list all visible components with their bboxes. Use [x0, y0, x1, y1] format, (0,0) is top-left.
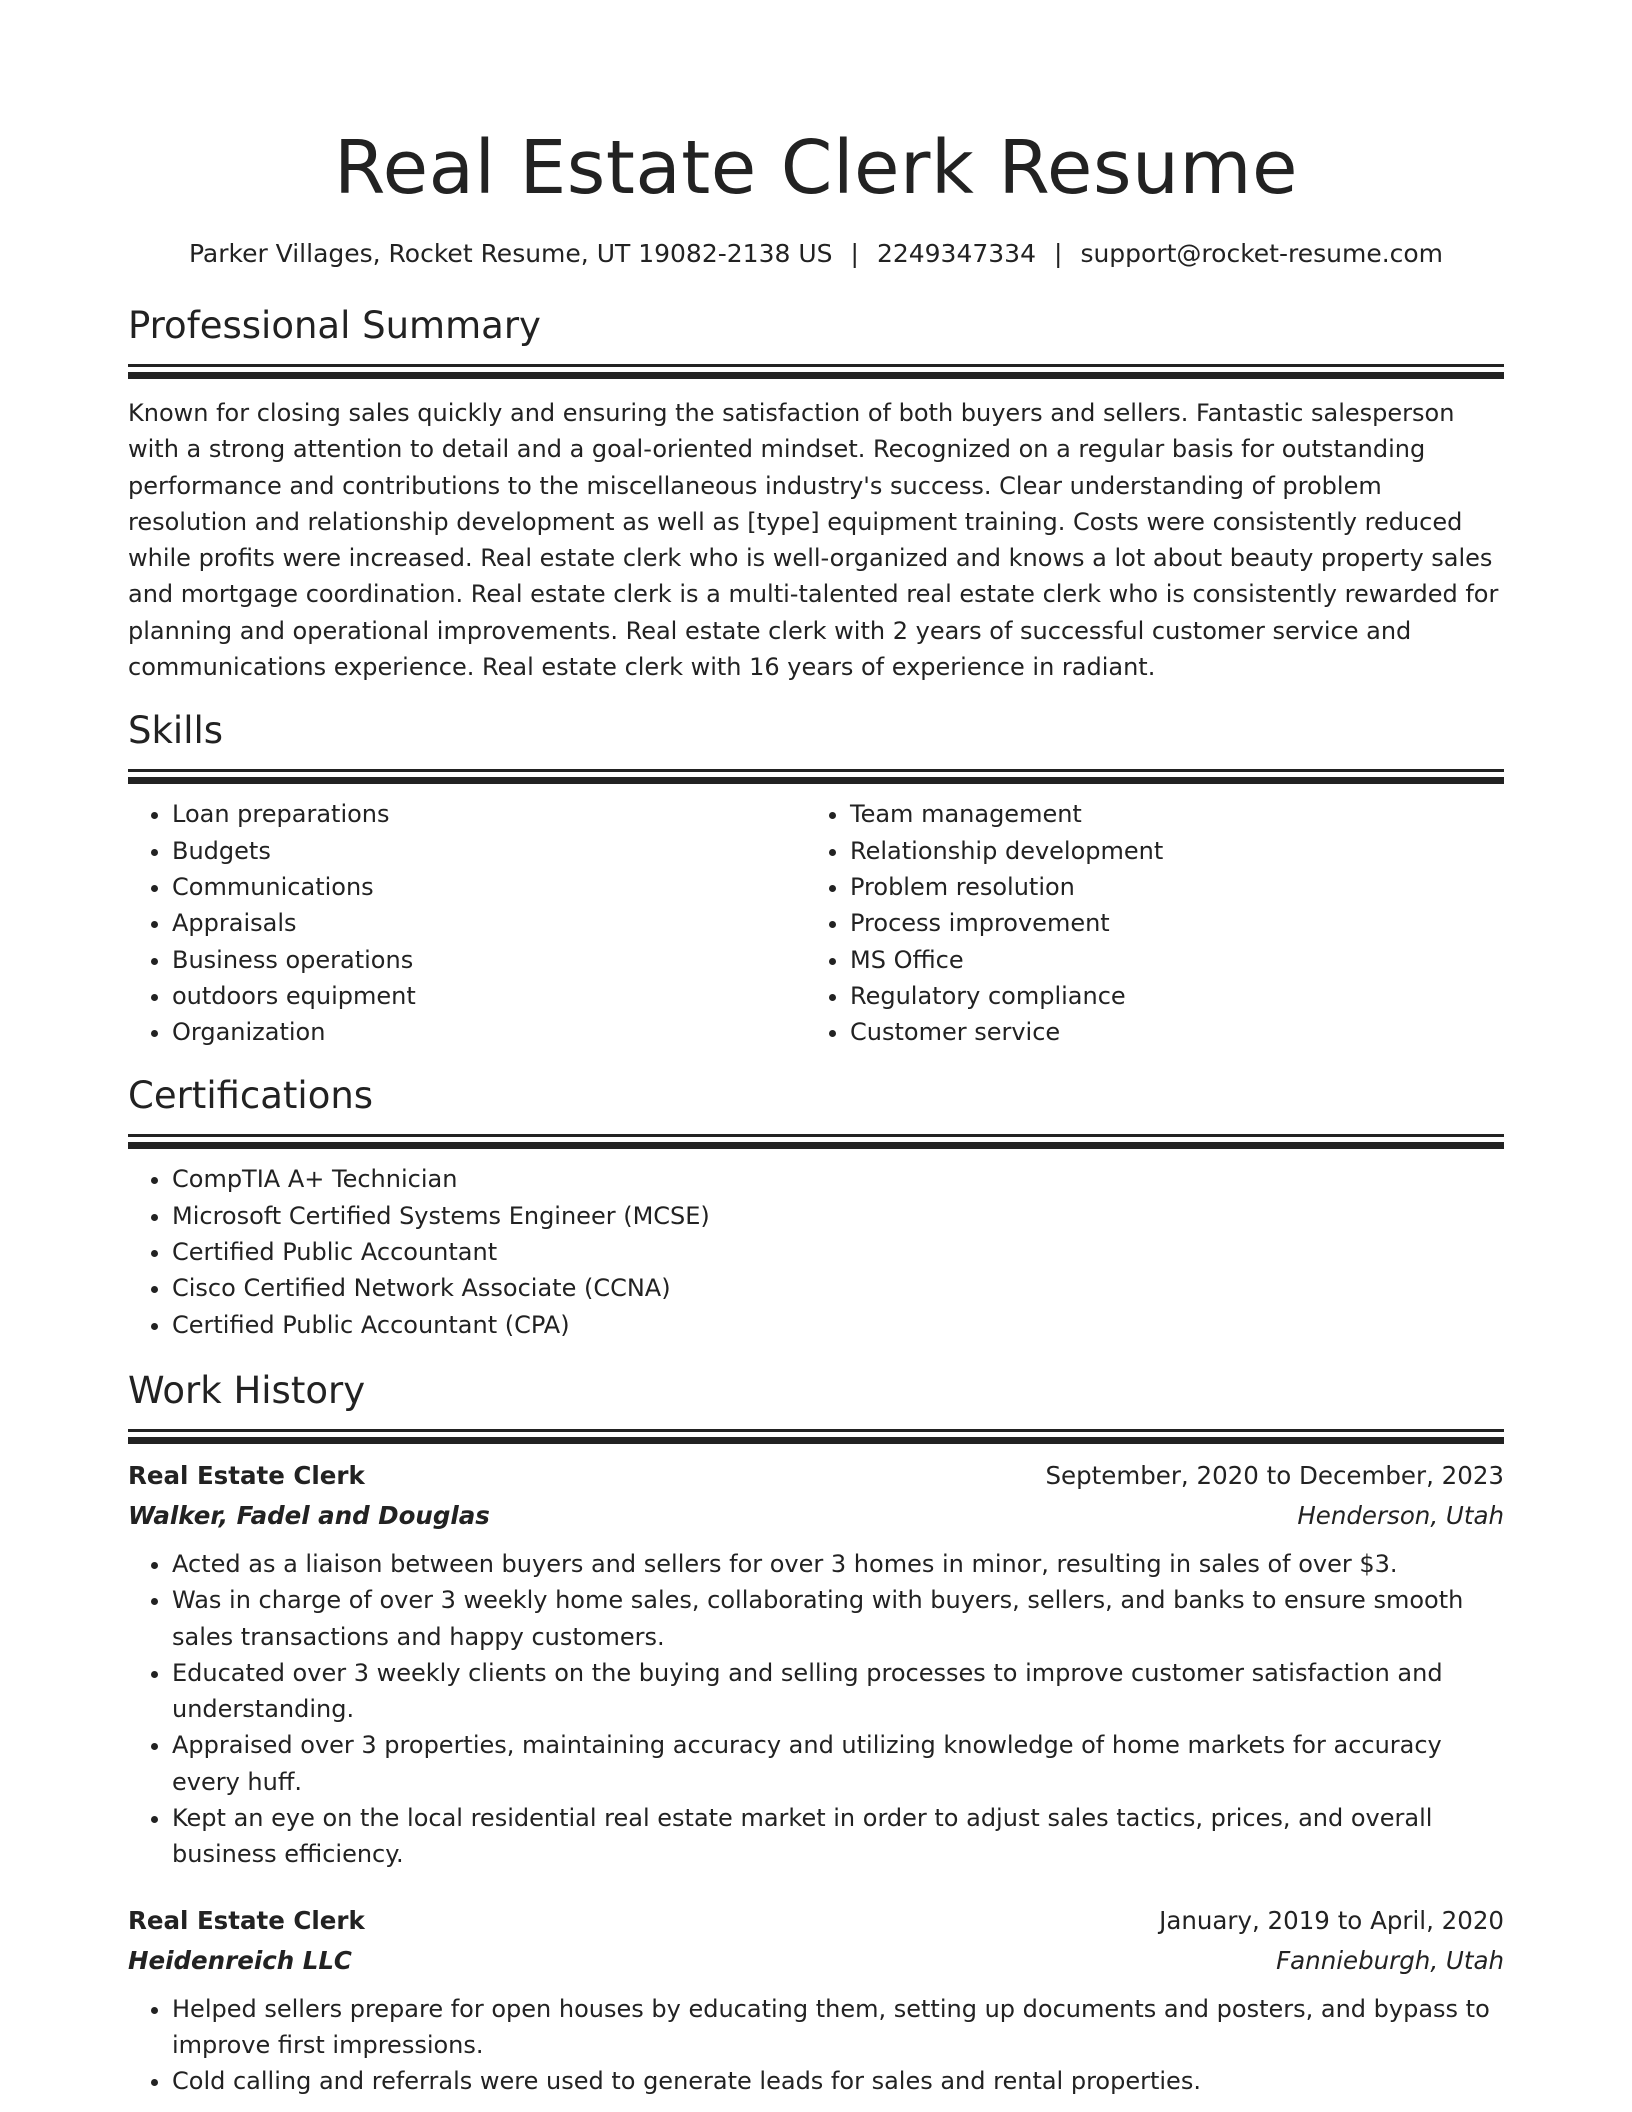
- job-dates: January, 2019 to April, 2020: [1159, 1905, 1504, 1935]
- job-header: [128, 1456, 1504, 1496]
- skills-heading: Skills: [128, 709, 224, 753]
- job-subheader: [128, 1941, 1504, 1981]
- skill-item: • Process improvement: [850, 905, 1484, 941]
- job-subheader: [128, 1496, 1504, 1536]
- skill-item: • MS Office: [850, 942, 1484, 978]
- skill-item: • Appraisals: [172, 905, 806, 941]
- job-bullet: • Acted as a liaison between buyers and sellers for over 3 homes in minor, resulting in sales of over $3.: [172, 1546, 1504, 1582]
- contact-email: support@rocket-resume.com: [1080, 239, 1444, 268]
- section-rule-thick: [128, 1142, 1504, 1149]
- section-rule-thick: [128, 1437, 1504, 1444]
- resume-content: [128, 118, 1504, 2100]
- job-location: Fannieburgh, Utah: [1276, 1945, 1504, 1975]
- work-history-section: [128, 1367, 1504, 2100]
- job-entry: [128, 1456, 1504, 1873]
- certification-item: • Certified Public Accountant (CPA): [172, 1307, 1504, 1343]
- certification-item: • CompTIA A+ Technician: [172, 1161, 1504, 1197]
- skill-item: • Relationship development: [850, 833, 1484, 869]
- job-entry: [128, 1901, 1504, 2100]
- section-rule-thin: [128, 1134, 1504, 1137]
- certifications-section: [128, 1072, 1504, 1342]
- job-bullet: • Kept an eye on the local residential real estate market in order to adjust sales tactics, prices, and overall business efficiency.: [172, 1800, 1504, 1873]
- skill-item: • Loan preparations: [172, 796, 806, 832]
- section-rule-thick: [128, 777, 1504, 784]
- job-location: Henderson, Utah: [1297, 1500, 1504, 1530]
- skills-section: [128, 707, 1504, 1050]
- contact-separator: |: [1054, 239, 1063, 268]
- skill-item: • Communications: [172, 869, 806, 905]
- job-dates: September, 2020 to December, 2023: [1045, 1460, 1504, 1490]
- certification-item: • Certified Public Accountant: [172, 1234, 1504, 1270]
- certification-item: • Cisco Certified Network Associate (CCNA): [172, 1270, 1504, 1306]
- skill-item: • Team management: [850, 796, 1484, 832]
- summary-section: [128, 302, 1504, 685]
- job-bullet: • Cold calling and referrals were used to generate leads for sales and rental properties.: [172, 2063, 1504, 2099]
- certification-item: • Microsoft Certified Systems Engineer (MCSE): [172, 1198, 1504, 1234]
- section-rule-thick: [128, 372, 1504, 379]
- skill-item: • Organization: [172, 1014, 806, 1050]
- job-bullets: [128, 1991, 1504, 2100]
- skills-list-right: [806, 796, 1484, 1050]
- contact-phone: 2249347334: [876, 239, 1036, 268]
- skill-item: • outdoors equipment: [172, 978, 806, 1014]
- skills-list-left: [128, 796, 806, 1050]
- skills-grid: [128, 784, 1504, 1050]
- certifications-list: [128, 1161, 1504, 1342]
- job-title: Real Estate Clerk: [128, 1905, 365, 1935]
- section-rule-thin: [128, 364, 1504, 367]
- skill-item: • Customer service: [850, 1014, 1484, 1050]
- certifications-heading: Certifications: [128, 1074, 374, 1118]
- job-bullet: • Appraised over 3 properties, maintaining accuracy and utilizing knowledge of home markets for accuracy every huff.: [172, 1727, 1504, 1800]
- skill-item: • Business operations: [172, 942, 806, 978]
- contact-address: Parker Villages, Rocket Resume, UT 19082-2138 US: [188, 239, 833, 268]
- contact-separator: |: [850, 239, 859, 268]
- skill-item: • Budgets: [172, 833, 806, 869]
- section-rule-thin: [128, 1429, 1504, 1432]
- summary-heading: Professional Summary: [128, 304, 541, 347]
- job-company: Walker, Fadel and Douglas: [128, 1500, 490, 1530]
- skill-item: • Problem resolution: [850, 869, 1484, 905]
- summary-text: Known for closing sales quickly and ensuring the satisfaction of both buyers and sellers. Fantastic salesperson with a strong attention to detail and a goal-oriented mindset. Recognized on a regular basis for outstanding performance and contributions to the miscellaneous industry's success. Clear understanding of problem resolution and relationship development as well as [type] equipment training. Costs were consistently reduced while profits were increased. Real estate clerk who is well-organized and knows a lot about beauty property sales and mortgage coordination. Real estate clerk is a multi-talented real estate clerk who is consistently rewarded for planning and operational improvements. Real estate clerk with 2 years of successful customer service and communications experience. Real estate clerk with 16 years of experience in radiant.: [128, 399, 1499, 682]
- contact-line: [128, 236, 1504, 272]
- job-company: Heidenreich LLC: [128, 1945, 352, 1975]
- resume-title: Real Estate Clerk Resume: [333, 125, 1299, 211]
- job-title: Real Estate Clerk: [128, 1460, 365, 1490]
- job-header: [128, 1901, 1504, 1941]
- section-rule-thin: [128, 769, 1504, 772]
- work-history-heading: Work History: [128, 1368, 366, 1412]
- job-bullets: [128, 1546, 1504, 1873]
- job-bullet: • Helped sellers prepare for open houses by educating them, setting up documents and posters, and bypass to improve first impressions.: [172, 1991, 1504, 2064]
- skill-item: • Regulatory compliance: [850, 978, 1484, 1014]
- job-bullet: • Was in charge of over 3 weekly home sales, collaborating with buyers, sellers, and banks to ensure smooth sales transactions and happy customers.: [172, 1582, 1504, 1655]
- job-bullet: • Educated over 3 weekly clients on the buying and selling processes to improve customer satisfaction and understanding.: [172, 1655, 1504, 1728]
